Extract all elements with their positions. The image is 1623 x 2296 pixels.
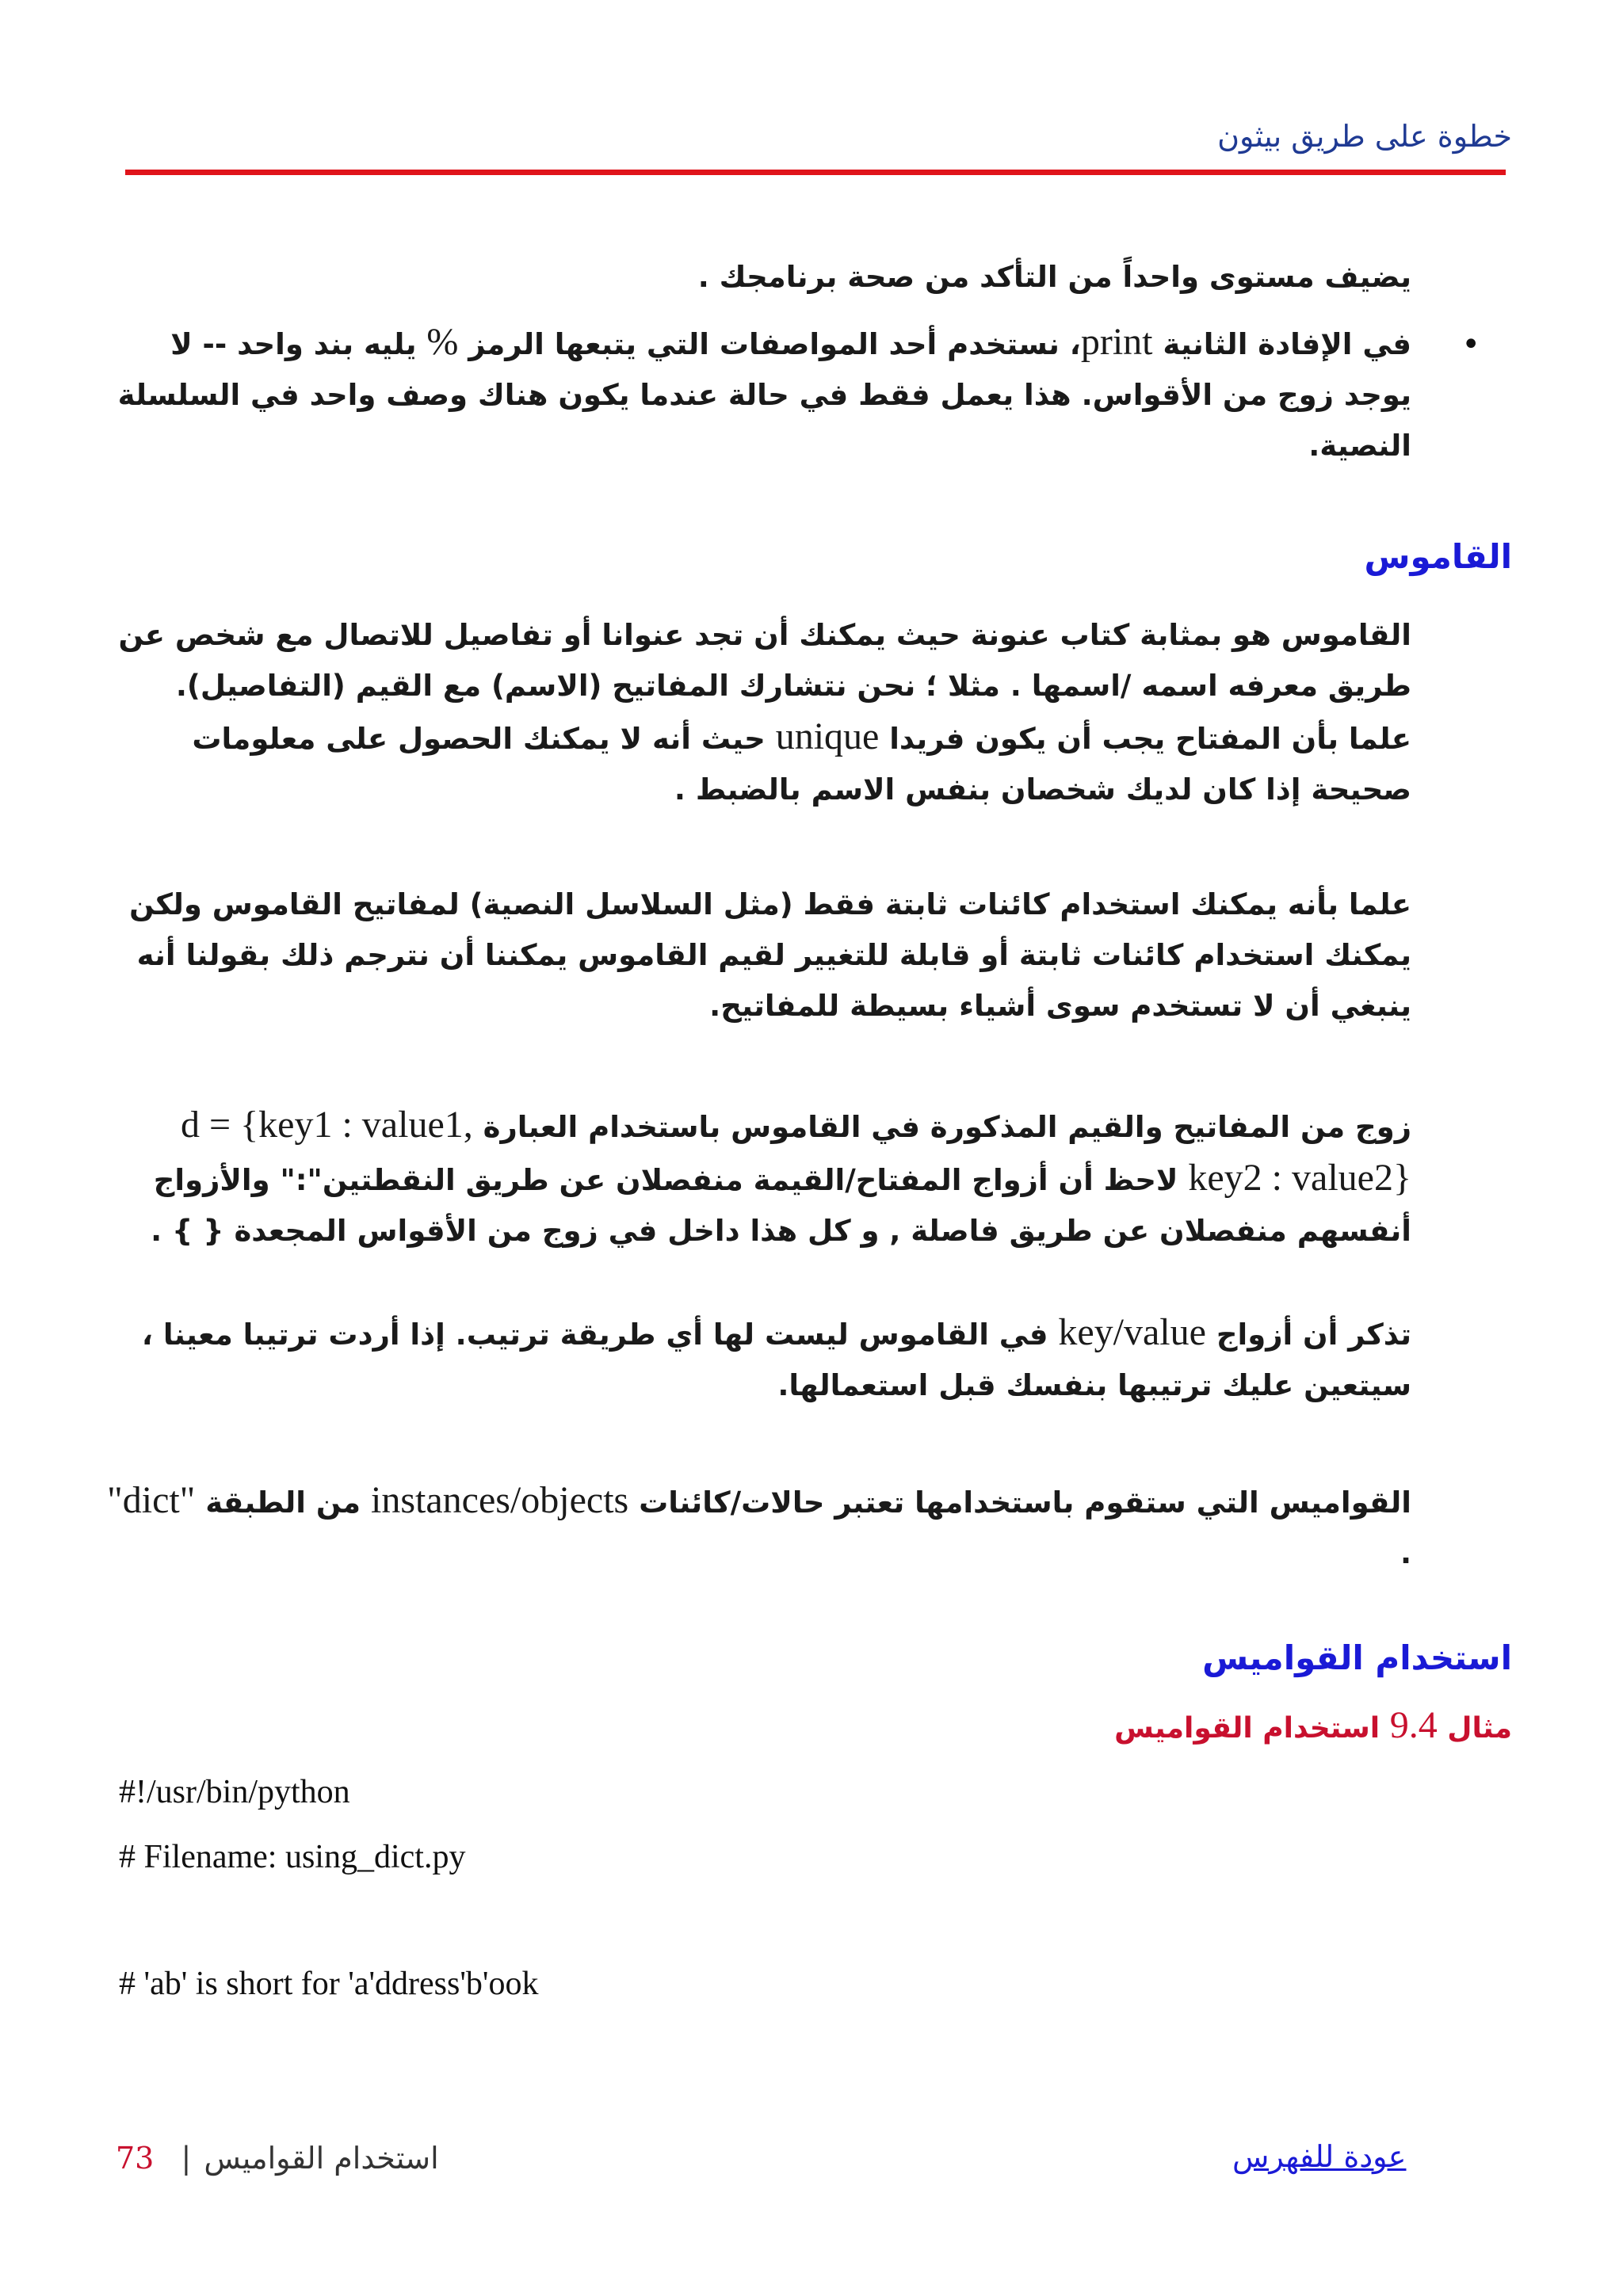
bullet-prefix: في الإفادة الثانية bbox=[1163, 327, 1411, 361]
inline-code-unique: unique bbox=[775, 715, 880, 757]
footer-page-info bbox=[116, 2141, 439, 2176]
header-title: خطوة على طريق بيثون bbox=[1217, 119, 1512, 154]
dictionary-paragraph-4 bbox=[104, 1307, 1411, 1411]
p1-text-b: حيث أنه لا يمكنك الحصول على معلومات صحيحة إذا كان لديك شخصان بنفس الاسم بالضبط . bbox=[192, 722, 1411, 807]
dictionary-paragraph-2: علما بأنه يمكنك استخدام كائنات ثابتة فقط (مثل السلاسل النصية) لمفاتيح القاموس ولكن يمكنك استخدام كائنات ثابتة أو قابلة للتغيير لقيم القاموس يمكننا أن نترجم ذلك بقولنا أنه ينبغي أن لا تستخدم سوى أشياء بسيطة للمفاتيح. bbox=[129, 887, 1411, 1023]
section-heading-dictionary: القاموس bbox=[1364, 537, 1512, 576]
bullet-dot: • bbox=[1461, 326, 1480, 363]
dictionary-paragraph-1 bbox=[104, 610, 1411, 815]
inline-code-dict-syntax: d = {key1 : value1, key2 : value2} bbox=[181, 1104, 1411, 1199]
footer-separator: | bbox=[181, 2141, 192, 2176]
bullet-mid: ، نستخدم أحد المواصفات التي يتبعها الرمز bbox=[468, 327, 1081, 361]
p4-text-a: تذكر أن أزواج bbox=[1216, 1318, 1411, 1352]
p3-text-a: زوج من المفاتيح والقيم المذكورة في القاموس باستخدام العبارة bbox=[483, 1110, 1411, 1144]
example-prefix: مثال bbox=[1447, 1712, 1512, 1745]
p3-text-b: لاحظ أن أزواج المفتاح/القيمة منفصلان عن طريق النقطتين":" والأزواج أنفسهم منفصلان عن طريق فاصلة , و كل هذا داخل في زوج من الأقواس المجعدة { } . bbox=[151, 1163, 1411, 1248]
p1-text-a: القاموس هو بمثابة كتاب عنونة حيث يمكنك أن تجد عنوانا أو تفاصيل للاتصال مع شخص عن طريق معرفه اسمه /اسمها . مثلا ؛ نحن نتشارك المفاتيح (الاسم) مع القيم (التفاصيل). علما بأن المفتاح يجب أن يكون فريدا bbox=[118, 618, 1411, 756]
footer-chapter: استخدام القواميس bbox=[204, 2141, 439, 2176]
code-line-comment: # 'ab' is short for 'a'ddress'b'ook bbox=[119, 1966, 539, 2002]
inline-code-print: print bbox=[1080, 321, 1153, 363]
back-to-index-link[interactable]: عودة للفهرس bbox=[1232, 2139, 1407, 2174]
section-heading-using-dictionaries: استخدام القواميس bbox=[1202, 1638, 1512, 1677]
bullet-paragraph bbox=[104, 317, 1411, 471]
p5-text-a: القواميس التي ستقوم باستخدامها تعتبر حالات/كائنات bbox=[639, 1486, 1411, 1520]
dictionary-paragraph-5 bbox=[104, 1475, 1411, 1579]
example-number: 9.4 bbox=[1389, 1704, 1438, 1746]
page-number: 73 bbox=[116, 2141, 155, 2176]
p4-text-b: في القاموس ليست لها أي طريقة ترتيب. إذا أردت ترتيبا معينا ، سيتعين عليك ترتيبها بنفسك قبل استعمالها. bbox=[141, 1318, 1411, 1402]
example-caption bbox=[1114, 1703, 1512, 1747]
dictionary-paragraph-3 bbox=[104, 1100, 1411, 1257]
example-title: استخدام القواميس bbox=[1114, 1712, 1381, 1745]
code-line-filename: # Filename: using_dict.py bbox=[119, 1839, 466, 1875]
code-line-shebang: #!/usr/bin/python bbox=[119, 1774, 350, 1810]
intro-line: يضيف مستوى واحداً من التأكد من صحة برنامجك . bbox=[697, 260, 1411, 294]
p5-text-b: من الطبقة bbox=[205, 1486, 361, 1520]
inline-code-dict: "dict" bbox=[107, 1479, 196, 1521]
inline-code-instances: instances/objects bbox=[370, 1479, 629, 1521]
inline-code-key-value: key/value bbox=[1058, 1311, 1206, 1353]
bullet-rest: يليه بند واحد -- لا يوجد زوج من الأقواس. هذا يعمل فقط في حالة عندما يكون هناك وصف واحد في السلسلة النصية. bbox=[117, 327, 1411, 463]
header-divider bbox=[125, 170, 1506, 175]
percent-symbol: % bbox=[426, 321, 459, 363]
p5-text-c: . bbox=[1400, 1536, 1411, 1570]
